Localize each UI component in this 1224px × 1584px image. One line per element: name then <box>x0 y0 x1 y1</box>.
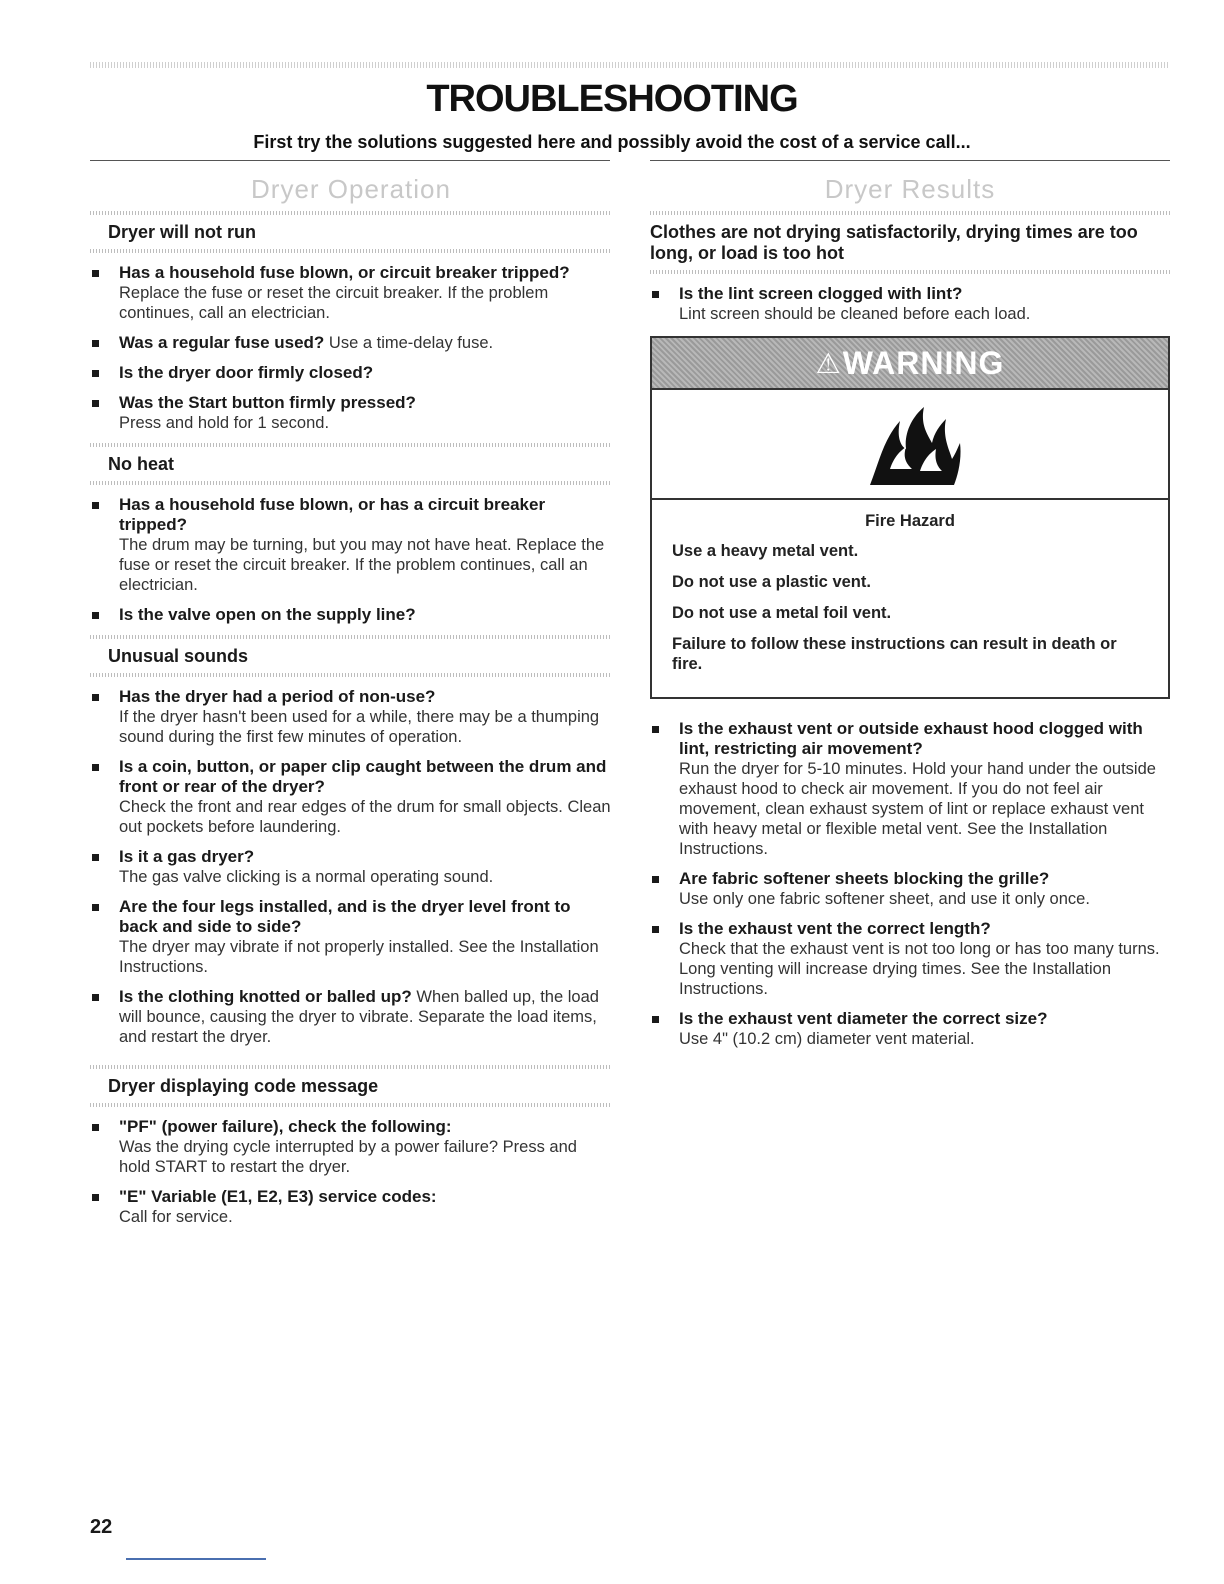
section-heading: Unusual sounds <box>108 646 249 666</box>
question: "PF" (power failure), check the following: <box>119 1117 452 1136</box>
dotted-divider <box>90 249 612 253</box>
answer: Use a time-delay fuse. <box>328 334 494 352</box>
item-list <box>90 687 612 1047</box>
question: Was a regular fuse used? <box>119 333 325 352</box>
fire-symbol-row <box>652 390 1168 500</box>
column-title: Dryer Operation <box>251 174 451 204</box>
bullet-icon <box>92 370 99 377</box>
bullet-icon <box>92 502 99 509</box>
warning-banner <box>652 338 1168 390</box>
column-title: Dryer Results <box>824 174 996 204</box>
list-item <box>90 495 612 595</box>
warning-line: Do not use a metal foil vent. <box>672 604 892 622</box>
warning-text <box>652 500 1168 697</box>
question: Was the Start button firmly pressed? <box>119 393 416 412</box>
list-item <box>90 897 612 977</box>
bullet-icon <box>92 400 99 407</box>
answer: Was the drying cycle interrupted by a power failure? Press and hold START to restart the dryer. <box>119 1138 577 1176</box>
answer: Check that the exhaust vent is not too long or has too many turns. Long venting will increase drying times. See the Installation Instructions. <box>679 940 1160 998</box>
top-dotted-bar <box>90 62 1170 68</box>
question: Is the valve open on the supply line? <box>119 605 416 624</box>
question: Is the dryer door firmly closed? <box>119 363 374 382</box>
dryer-results-column <box>650 166 1170 1059</box>
answer: Run the dryer for 5-10 minutes. Hold your hand under the outside exhaust hood to check air movement. If you do not feel air movement, clean exhaust system of lint or replace exhaust vent with heavy metal or flexible metal vent. See the Installation Instructions. <box>679 760 1156 858</box>
bullet-icon <box>652 291 659 298</box>
question: "E" Variable (E1, E2, E3) service codes: <box>119 1187 437 1206</box>
bullet-icon <box>92 854 99 861</box>
list-item <box>90 847 612 887</box>
bullet-icon <box>652 876 659 883</box>
list-item <box>90 757 612 837</box>
question: Is the exhaust vent or outside exhaust hood clogged with lint, restricting air movement? <box>679 719 1143 758</box>
list-item <box>90 1117 612 1177</box>
bullet-icon <box>652 926 659 933</box>
answer: The dryer may vibrate if not properly installed. See the Installation Instructions. <box>119 938 599 976</box>
question: Is a coin, button, or paper clip caught between the drum and front or rear of the dryer? <box>119 757 607 796</box>
page-title: TROUBLESHOOTING <box>426 78 798 120</box>
bullet-icon <box>92 612 99 619</box>
question: Has the dryer had a period of non-use? <box>119 687 436 706</box>
question: Is it a gas dryer? <box>119 847 255 866</box>
bullet-icon <box>92 1194 99 1201</box>
bullet-icon <box>92 994 99 1001</box>
list-item <box>90 605 612 625</box>
answer: The drum may be turning, but you may not have heat. Replace the fuse or reset the circuit breaker. If the problem continues, call an electrician. <box>119 536 605 594</box>
header-rule-right <box>650 160 1170 161</box>
answer: Lint screen should be cleaned before each load. <box>679 305 1031 323</box>
warning-line: Do not use a plastic vent. <box>672 573 871 591</box>
item-list <box>90 495 612 625</box>
list-item <box>90 263 612 323</box>
list-item <box>90 687 612 747</box>
list-item <box>90 333 612 353</box>
answer: Check the front and rear edges of the drum for small objects. Clean out pockets before laundering. <box>119 798 611 836</box>
footer-line <box>126 1558 266 1560</box>
question: Are fabric softener sheets blocking the grille? <box>679 869 1050 888</box>
bullet-icon <box>92 694 99 701</box>
dotted-divider <box>650 270 1170 274</box>
item-list <box>90 263 612 433</box>
bullet-icon <box>652 726 659 733</box>
bullet-icon <box>92 904 99 911</box>
warning-line: Use a heavy metal vent. <box>672 542 859 560</box>
page-number: 22 <box>90 1516 113 1538</box>
page-subtitle: First try the solutions suggested here and possibly avoid the cost of a service call... <box>253 132 971 152</box>
dryer-operation-column <box>90 166 612 1237</box>
section-heading: Dryer will not run <box>108 222 257 242</box>
fire-warning-box <box>650 336 1170 699</box>
question: Is the exhaust vent diameter the correct size? <box>679 1009 1048 1028</box>
list-item <box>90 363 612 383</box>
answer: Replace the fuse or reset the circuit breaker. If the problem continues, call an electrician. <box>119 284 549 322</box>
list-item <box>650 919 1170 999</box>
list-item <box>90 393 612 433</box>
hazard-title: Fire Hazard <box>865 512 955 530</box>
question: Is the clothing knotted or balled up? <box>119 987 412 1006</box>
fire-icon <box>850 399 970 489</box>
question: Is the lint screen clogged with lint? <box>679 284 963 303</box>
bullet-icon <box>652 1016 659 1023</box>
item-list <box>650 719 1170 1049</box>
bullet-icon <box>92 340 99 347</box>
section-heading: Clothes are not drying satisfactorily, drying times are too long, or load is too hot <box>650 222 1138 263</box>
answer: Use only one fabric softener sheet, and use it only once. <box>679 890 1090 908</box>
question: Is the exhaust vent the correct length? <box>679 919 991 938</box>
dotted-divider <box>90 673 612 677</box>
list-item <box>650 869 1170 909</box>
dotted-divider <box>90 481 612 485</box>
warning-line: Failure to follow these instructions can result in death or fire. <box>672 635 1117 673</box>
bullet-icon <box>92 270 99 277</box>
dotted-divider <box>90 1103 612 1107</box>
warning-triangle-icon: ⚠ <box>815 347 841 379</box>
warning-label: WARNING <box>842 344 1005 381</box>
answer: Call for service. <box>119 1208 233 1226</box>
question: Has a household fuse blown, or circuit breaker tripped? <box>119 263 570 282</box>
section-heading: Dryer displaying code message <box>108 1076 379 1096</box>
answer: When balled up, the load will bounce, causing the dryer to vibrate. Separate the load items, and restart the dryer. <box>119 988 599 1046</box>
header-rule-left <box>90 160 610 161</box>
list-item <box>90 987 612 1047</box>
bullet-icon <box>92 1124 99 1131</box>
list-item <box>650 719 1170 859</box>
answer: The gas valve clicking is a normal operating sound. <box>119 868 494 886</box>
item-list <box>650 284 1170 324</box>
bullet-icon <box>92 764 99 771</box>
section-heading: No heat <box>108 454 175 474</box>
question: Has a household fuse blown, or has a circuit breaker tripped? <box>119 495 546 534</box>
question: Are the four legs installed, and is the dryer level front to back and side to side? <box>119 897 571 936</box>
item-list <box>90 1117 612 1227</box>
list-item <box>90 1187 612 1227</box>
answer: Press and hold for 1 second. <box>119 414 330 432</box>
list-item <box>650 284 1170 324</box>
answer: If the dryer hasn't been used for a while, there may be a thumping sound during the first few minutes of operation. <box>119 708 600 746</box>
answer: Use 4" (10.2 cm) diameter vent material. <box>679 1030 975 1048</box>
list-item <box>650 1009 1170 1049</box>
